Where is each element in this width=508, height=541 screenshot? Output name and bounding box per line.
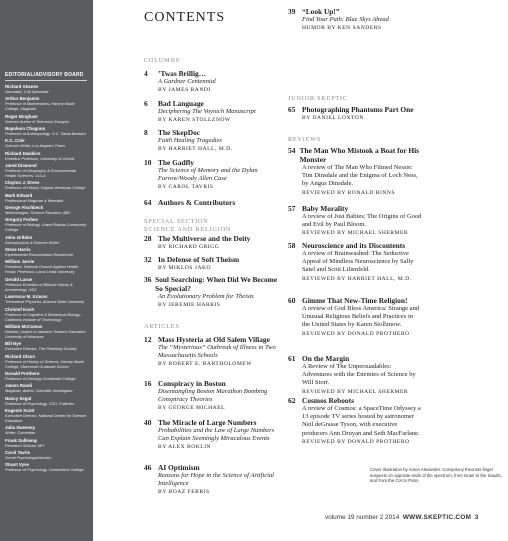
entry-page: 57 xyxy=(288,204,296,213)
member-role: Theoretical Physicist, Arizona State University xyxy=(5,299,85,305)
entry-page: 58 xyxy=(288,241,296,250)
entry-byline: BY RICHARD GRIGG xyxy=(158,244,220,250)
member-role: Professor of History of Science, Harvey Mudd College, Claremont Graduate School xyxy=(5,358,84,369)
member-role: Professor of Geology Occidental College xyxy=(5,375,76,381)
entry-title[interactable]: “Look Up!” xyxy=(302,7,340,16)
entry-description: A Review of The Unpersuadables: Adventures with the Enemies of Science by Will Storr. xyxy=(302,363,416,387)
member-name: Richard Dawkins xyxy=(5,150,41,156)
toc-entry[interactable] xyxy=(288,204,422,237)
board-member xyxy=(5,138,87,148)
board-member xyxy=(5,450,87,460)
toc-entry[interactable] xyxy=(144,255,280,272)
entry-description: A review of Just Babies: The Origins of Good and Evil by Paul Bloom. xyxy=(302,213,422,229)
board-member xyxy=(5,438,87,448)
member-name: Frank Sulloway xyxy=(5,437,38,443)
board-member xyxy=(5,354,87,369)
entry-byline: BY JEREMIE HARRIS xyxy=(158,302,221,309)
entry-heading xyxy=(144,418,280,427)
toc-entry[interactable] xyxy=(144,335,280,368)
board-member xyxy=(5,235,87,245)
entry-description: A review of Cosmos: a SpaceTime Odyssey a 13 episode TV series hosted by astronomer Neil deGrasse Tyson, with executive producers Ann Druyan and Seth MacFarlane. xyxy=(302,405,421,437)
entry-title[interactable]: The Multiverse and the Deity xyxy=(158,234,251,243)
member-name: Richard Abanes xyxy=(5,84,39,89)
member-name: Roger Bingham xyxy=(5,113,38,119)
entry-heading xyxy=(144,379,280,388)
member-role: Science Author & Television Essayist xyxy=(5,118,69,124)
entry-body xyxy=(288,114,422,122)
member-name: William Jarvis xyxy=(5,259,35,265)
entry-description: A review of God Bless America: Strange and Unusual Religious Beliefs and Practices in the United States by Karen Stollznow. xyxy=(302,305,420,329)
entry-page: 12 xyxy=(144,335,152,344)
member-name: Carol Tavris xyxy=(5,449,31,455)
entry-title[interactable]: Neuroscience and its Discontents xyxy=(302,241,406,250)
entry-title[interactable]: Bad Language xyxy=(158,99,204,108)
entry-heading xyxy=(144,128,280,137)
toc-entry[interactable] xyxy=(144,418,280,451)
section-special-line2: SCIENCE AND RELIGION xyxy=(144,226,232,233)
member-name: Napoleon Chagnon xyxy=(5,126,46,132)
entry-body xyxy=(144,344,280,368)
member-name: John Gribbin xyxy=(5,234,33,240)
section-special xyxy=(144,218,231,234)
entry-body xyxy=(144,167,280,191)
member-role: Journalist, Cult Specialist xyxy=(5,89,49,94)
entry-byline: BY ROBERT E. BARTHOLOMEW xyxy=(158,361,252,368)
member-role: Social Psychologist/Author xyxy=(5,454,52,460)
board-member xyxy=(5,371,87,381)
entry-page: 8 xyxy=(144,128,148,137)
toc-entry[interactable] xyxy=(144,198,280,207)
toc-entry[interactable] xyxy=(144,234,280,251)
entry-description: Find Your Path: Blue Skys Ahead xyxy=(302,16,389,23)
member-name: Julia Sweeney xyxy=(5,425,36,431)
entry-byline: BY HARRIET HALL, M.D. xyxy=(158,146,233,153)
toc-entry[interactable] xyxy=(288,241,422,283)
member-name: Jared Diamond xyxy=(5,163,37,169)
entry-title[interactable]: Conspiracy in Boston xyxy=(158,379,226,388)
entry-body xyxy=(144,264,280,272)
board-member xyxy=(5,163,87,178)
member-name: Arthur Benjamin xyxy=(5,96,40,102)
member-role: Executive Director, National Center for Science Education xyxy=(5,412,87,423)
entry-heading xyxy=(288,354,422,363)
entry-heading xyxy=(144,198,280,207)
page-footer xyxy=(325,514,479,521)
entry-title[interactable]: The Man Who Mistook a Boat for His Monster xyxy=(299,146,420,164)
member-role: Magician, Author, Scientific Investigator xyxy=(5,388,73,394)
toc-entry[interactable] xyxy=(144,69,280,94)
entry-heading xyxy=(144,69,280,78)
member-name: Eugenie Scott xyxy=(5,407,35,413)
entry-page: 32 xyxy=(144,255,152,264)
toc-entry[interactable] xyxy=(288,354,422,396)
board-member xyxy=(5,307,87,322)
contents-panel xyxy=(108,0,502,541)
entry-heading xyxy=(288,296,422,305)
entry-description: The “Mysterious” Outbreak of Illness in Two Massachusetts Schools xyxy=(158,344,276,360)
entry-byline: BY BOAZ FERRIS xyxy=(158,489,210,496)
toc-entry[interactable] xyxy=(144,463,280,496)
entry-body xyxy=(144,293,280,309)
member-name: Nancy Segal xyxy=(5,395,32,401)
member-name: Gerald Larue xyxy=(5,276,33,282)
entry-title[interactable]: Cosmos Reboots xyxy=(302,396,354,405)
member-role: Professor of Psychology, CSU, Fullerton xyxy=(5,400,75,406)
volume-info: volume 19 number 2 2014 xyxy=(325,514,400,521)
section-special-line1: SPECIAL SECTION xyxy=(144,218,209,225)
entry-byline: REVIEWED BY HARRIET HALL, M.D. xyxy=(302,275,412,282)
entry-byline: BY DANIEL LOXTON xyxy=(302,115,364,121)
entry-body xyxy=(288,16,422,32)
site-url: WWW.SKEPTIC.COM xyxy=(402,514,472,521)
entry-description: A Gardner Centennial xyxy=(158,78,216,85)
entry-byline: BY MIKLOS JAKO xyxy=(158,265,212,271)
editorial-board-sidebar xyxy=(0,0,93,541)
board-member xyxy=(5,324,87,339)
board-member xyxy=(5,205,87,215)
entry-body xyxy=(288,363,422,396)
entry-body xyxy=(144,388,280,412)
member-name: Richard Olson xyxy=(5,353,36,359)
entry-page: 39 xyxy=(288,7,296,16)
board-member xyxy=(5,96,87,111)
entry-description: A review of The Man Who Filmed Nessie: Tim Dinsdale and the Enigma of Loch Ness, by Angus Dinsdale. xyxy=(302,164,418,188)
board-member xyxy=(5,180,87,190)
entry-description: Disentangling Boston Marathon Bombing Conspiracy Theories xyxy=(158,388,268,404)
entry-heading xyxy=(144,99,280,108)
member-role: Professional Magician & Mentalist xyxy=(5,197,64,203)
member-name: K.C. Cole xyxy=(5,138,25,144)
entry-page: 61 xyxy=(288,354,296,363)
entry-page: 10 xyxy=(144,158,152,167)
entry-byline: REVIEWED BY MICHAEL SHERMER xyxy=(302,388,409,395)
board-member xyxy=(5,193,87,203)
entry-body xyxy=(144,78,280,94)
cover-caption: Cover illustration by Anton Alexander. Conspiracy theorists finger suspects on opposite ends of the spectrum, from Israel to the Saudis, and from the CIA to Putin. xyxy=(370,467,502,483)
board-member xyxy=(5,114,87,124)
board-member xyxy=(5,462,87,472)
entry-body xyxy=(288,213,422,237)
entry-title[interactable]: Soul Searching: When Did We Become So Special? xyxy=(154,275,278,293)
entry-description: Reasons for Hope in the Science of Artificial Intelligence xyxy=(158,472,274,488)
entry-page: 4 xyxy=(144,69,148,78)
entry-page: 6 xyxy=(144,99,148,108)
entry-title[interactable]: ’Twas Brillig… xyxy=(158,69,207,78)
entry-heading xyxy=(144,463,280,472)
board-title: EDITORIAL/ADVISORY BOARD xyxy=(5,72,87,81)
toc-entry[interactable] xyxy=(144,158,280,191)
member-name: Gregory Forbes xyxy=(5,217,38,223)
entry-byline: REVIEWED BY DONALD PROTHERO xyxy=(302,330,410,337)
entry-title[interactable]: In Defense of Soft Theism xyxy=(158,255,240,264)
member-name: Bill Nye xyxy=(5,341,22,347)
member-role: Professor of Biology, Grand Rapids Community College xyxy=(5,222,87,233)
member-role: Emeritus Professor, University of Oxford xyxy=(5,155,75,161)
member-role: Professor of Anthropology, U.C. Santa Barbara xyxy=(5,131,86,137)
entry-page: 62 xyxy=(288,396,296,405)
entry-title[interactable]: The Gadfly xyxy=(158,158,194,167)
entry-byline: BY KAREN STOLLZNOW xyxy=(158,117,231,124)
toc-entry[interactable] xyxy=(144,128,280,153)
entry-byline: BY GEORGE MICHAEL xyxy=(158,405,226,412)
entry-page: 16 xyxy=(144,379,152,388)
board-member xyxy=(5,341,87,351)
toc-entry[interactable] xyxy=(144,379,280,412)
toc-entry[interactable] xyxy=(288,146,422,197)
member-name: Donald Prothero xyxy=(5,370,40,376)
entry-description: Faith Healing Tragedies xyxy=(158,137,222,144)
entry-heading xyxy=(144,234,280,243)
entry-description: A review of Brainwashed: The Seductive Appeal of Mindless Neuroscience by Sally Satel and Scott Lilienfeld. xyxy=(302,250,414,274)
entry-byline: REVIEWED BY RONALD BINNS xyxy=(302,189,396,196)
toc-entry[interactable] xyxy=(144,275,280,309)
entry-description: Deciphering The Voynich Manuscript xyxy=(158,108,256,115)
entry-title[interactable]: Gimme That New-Time Religion! xyxy=(302,296,408,305)
entry-body xyxy=(144,243,280,251)
entry-body xyxy=(288,164,422,197)
member-name: Mark Edward xyxy=(5,192,33,198)
toc-entry[interactable] xyxy=(288,7,422,32)
toc-entry[interactable] xyxy=(288,105,422,122)
entry-description: Probabilities and the Law of Large Numbers Can Explain Seemingly Miraculous Events xyxy=(158,427,275,443)
entry-heading xyxy=(144,275,280,293)
entry-page: 64 xyxy=(144,198,152,207)
member-name: Clayton J. Drees xyxy=(5,180,40,186)
board-member xyxy=(5,126,87,136)
entry-page: 28 xyxy=(144,234,152,243)
entry-heading xyxy=(144,335,280,344)
member-role: Meteorologist, Science Educator, ABC xyxy=(5,210,71,216)
member-role: Executive Director, The Planetary Society xyxy=(5,346,77,352)
entry-description: An Evolutionary Problem for Theists xyxy=(158,293,254,300)
member-role: Astrophysicist & Science Writer xyxy=(5,239,60,245)
entry-byline: REVIEWED BY DONALD PROTHERO xyxy=(302,438,410,445)
section-articles: ARTICLES xyxy=(144,323,180,330)
member-name: James Randi xyxy=(5,383,33,389)
board-member xyxy=(5,259,87,274)
board-member xyxy=(5,247,87,257)
member-role: Professor of Cognitive & Behavioral Biology, California Institute of Technology xyxy=(5,311,82,322)
entry-description: The Science of Memory and the Dylan Farrow/Woody Allen Case xyxy=(158,167,258,183)
entry-body xyxy=(288,250,422,283)
member-role: Director, project to advance Science Education University of Arkansas xyxy=(5,328,86,339)
toc-entry[interactable] xyxy=(144,99,280,124)
entry-title[interactable]: AI Optimism xyxy=(158,463,200,472)
entry-body xyxy=(288,305,422,338)
entry-heading xyxy=(288,241,422,250)
member-name: Christof Koch xyxy=(5,306,35,312)
member-role: Professor of Geography & Environmental Health Sciences, UCLA xyxy=(5,168,76,179)
entry-byline: BY JAMES RANDI xyxy=(158,87,211,94)
board-member xyxy=(5,217,87,232)
entry-title[interactable]: Baby Morality xyxy=(302,204,349,213)
entry-page: 46 xyxy=(144,463,152,472)
member-name: George Fischbeck xyxy=(5,205,44,211)
entry-title[interactable]: The Miracle of Large Numbers xyxy=(158,418,257,427)
entry-title[interactable]: Mass Hysteria at Old Salem Village xyxy=(158,335,270,344)
member-role: Professor Emeritus of Biblical History & Archaeology, USC xyxy=(5,281,73,292)
toc-entry[interactable] xyxy=(288,296,422,338)
section-columns: COLUMNS xyxy=(144,57,180,64)
entry-byline: BY CAROL TAVRIS xyxy=(158,184,214,191)
entry-title[interactable]: Authors & Contributors xyxy=(158,198,236,207)
entry-title[interactable]: On the Margin xyxy=(302,354,350,363)
member-name: Steve Harris xyxy=(5,247,31,253)
board-member xyxy=(5,294,87,304)
entry-page: 36 xyxy=(144,275,152,284)
entry-heading xyxy=(288,105,422,114)
board-member xyxy=(5,383,87,393)
member-role: Professor of Mathematics, Harvey Mudd College, Magician xyxy=(5,101,75,112)
entry-heading xyxy=(288,7,422,16)
board-member xyxy=(5,408,87,423)
entry-page: 54 xyxy=(288,146,296,155)
entry-heading xyxy=(288,396,422,405)
contents-title: CONTENTS xyxy=(144,10,226,25)
entry-page: 60 xyxy=(288,296,296,305)
entry-heading xyxy=(144,255,280,264)
member-role: Science Writer, Los Angeles Times xyxy=(5,143,66,149)
board-member xyxy=(5,151,87,161)
entry-body xyxy=(288,405,422,446)
section-reviews: REVIEWS xyxy=(288,136,322,143)
board-member xyxy=(5,84,87,94)
member-name: Stuart Vyse xyxy=(5,462,29,468)
member-role: Professor of History Virginia Wesleyan College xyxy=(5,185,86,191)
entry-body xyxy=(144,108,280,124)
toc-entry[interactable] xyxy=(288,396,422,446)
member-role: Experimental Resuscitation Researcher xyxy=(5,252,74,258)
entry-page: 65 xyxy=(288,105,296,114)
page-number: 3 xyxy=(474,514,479,521)
member-name: Lawrence M. Krauss xyxy=(5,294,48,300)
entry-byline: BY ALEX BOKLIN xyxy=(158,444,212,451)
member-role: Professor of Psychology, Connecticut College xyxy=(5,467,84,473)
entry-heading xyxy=(288,204,422,213)
entry-body xyxy=(144,427,280,451)
entry-page: 40 xyxy=(144,418,152,427)
member-role: President, National Council Against Health Fraud, Professor, Loma Linda University xyxy=(5,264,79,275)
member-role: Writer, Comedian xyxy=(5,430,36,436)
entry-body xyxy=(144,137,280,153)
entry-byline: REVIEWED BY MICHAEL SHERMER xyxy=(302,230,409,237)
entry-byline: HUMOR BY KEN SANDERS xyxy=(302,25,382,32)
board-member xyxy=(5,396,87,406)
board-member xyxy=(5,425,87,435)
entry-title[interactable]: Photographing Phantoms Part One xyxy=(302,105,414,114)
member-list xyxy=(5,84,87,472)
member-role: Research Scholar, MIT xyxy=(5,442,45,448)
entry-heading xyxy=(288,146,422,164)
entry-body xyxy=(144,472,280,496)
board-member xyxy=(5,277,87,292)
entry-heading xyxy=(144,158,280,167)
section-junior: JUNIOR SKEPTIC xyxy=(288,95,348,102)
entry-title[interactable]: The SkepDoc xyxy=(158,128,201,137)
member-name: William McComas xyxy=(5,323,43,329)
